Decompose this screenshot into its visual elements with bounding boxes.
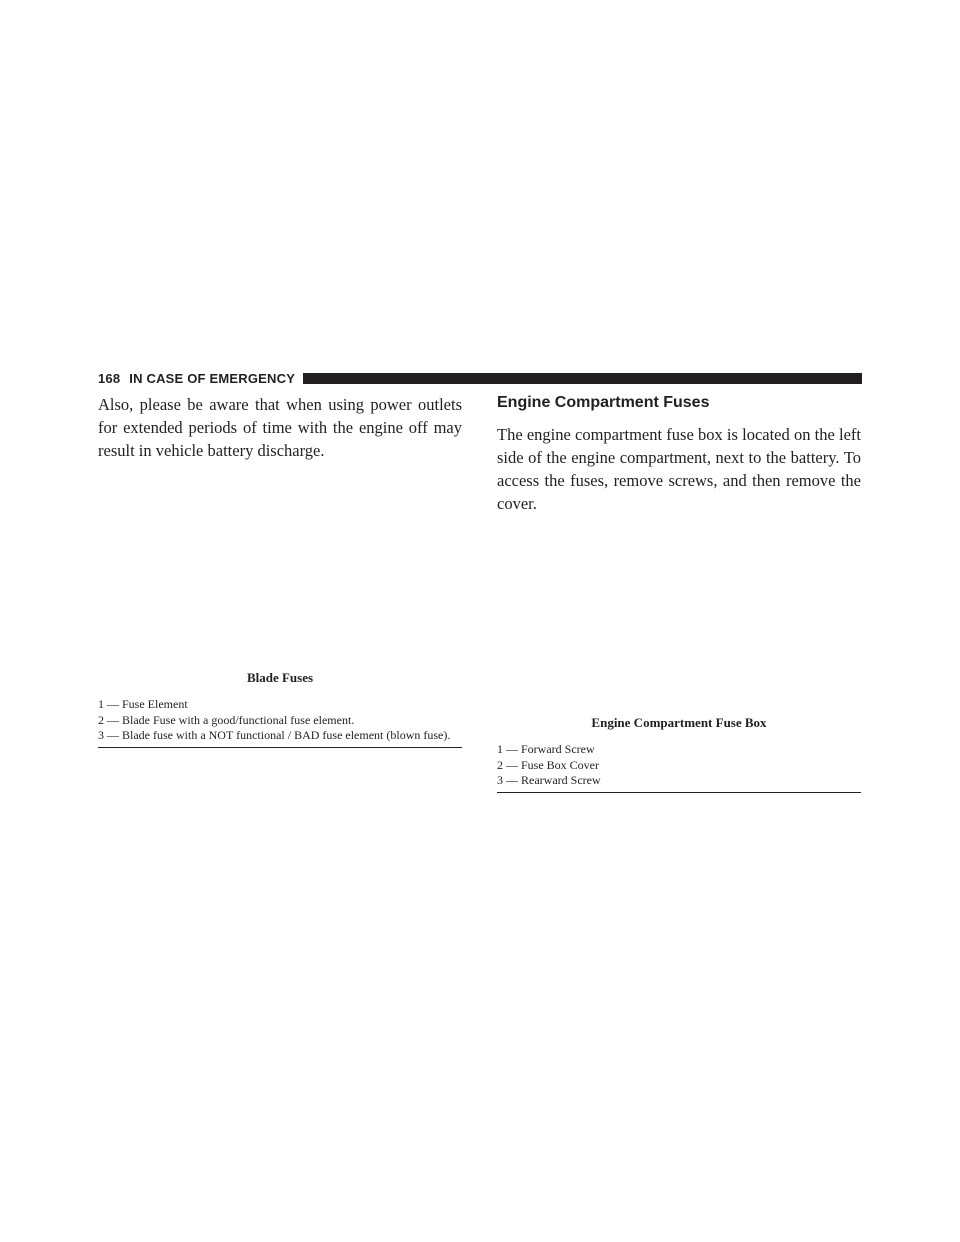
caption-item: 3 — Rearward Screw <box>497 773 601 787</box>
section-title: IN CASE OF EMERGENCY <box>129 370 296 386</box>
right-column <box>497 390 861 515</box>
caption-divider <box>497 792 861 793</box>
right-paragraph: The engine compartment fuse box is located on the left side of the engine compartment, next to the battery. To access the fuses, remove screws, and then remove the cover. <box>497 425 861 513</box>
page-number: 168 <box>98 370 121 386</box>
caption-item: 2 — Fuse Box Cover <box>497 757 599 772</box>
caption-item: 1 — Fuse Element <box>98 697 188 711</box>
section-heading: Engine Compartment Fuses <box>497 394 710 411</box>
blade-fuses-figure <box>98 460 462 665</box>
caption-item: 2 — Blade Fuse with a good/functional fuse element. <box>98 712 355 727</box>
left-paragraph: Also, please be aware that when using power outlets for extended periods of time with the engine off may result in vehicle battery discharge. <box>98 395 462 460</box>
blade-fuses-caption <box>98 669 462 748</box>
left-column <box>98 390 462 462</box>
caption-item: 1 — Forward Screw <box>497 742 595 756</box>
header-rule <box>303 373 862 384</box>
caption-item: 3 — Blade fuse with a NOT functional / BAD fuse element (blown fuse). <box>98 728 451 742</box>
fuse-box-caption <box>497 714 861 793</box>
page-header <box>98 368 862 388</box>
caption-divider <box>98 747 462 748</box>
figure-title: Blade Fuses <box>246 670 314 685</box>
fuse-box-figure <box>497 500 861 705</box>
figure-title: Engine Compartment Fuse Box <box>591 715 767 730</box>
